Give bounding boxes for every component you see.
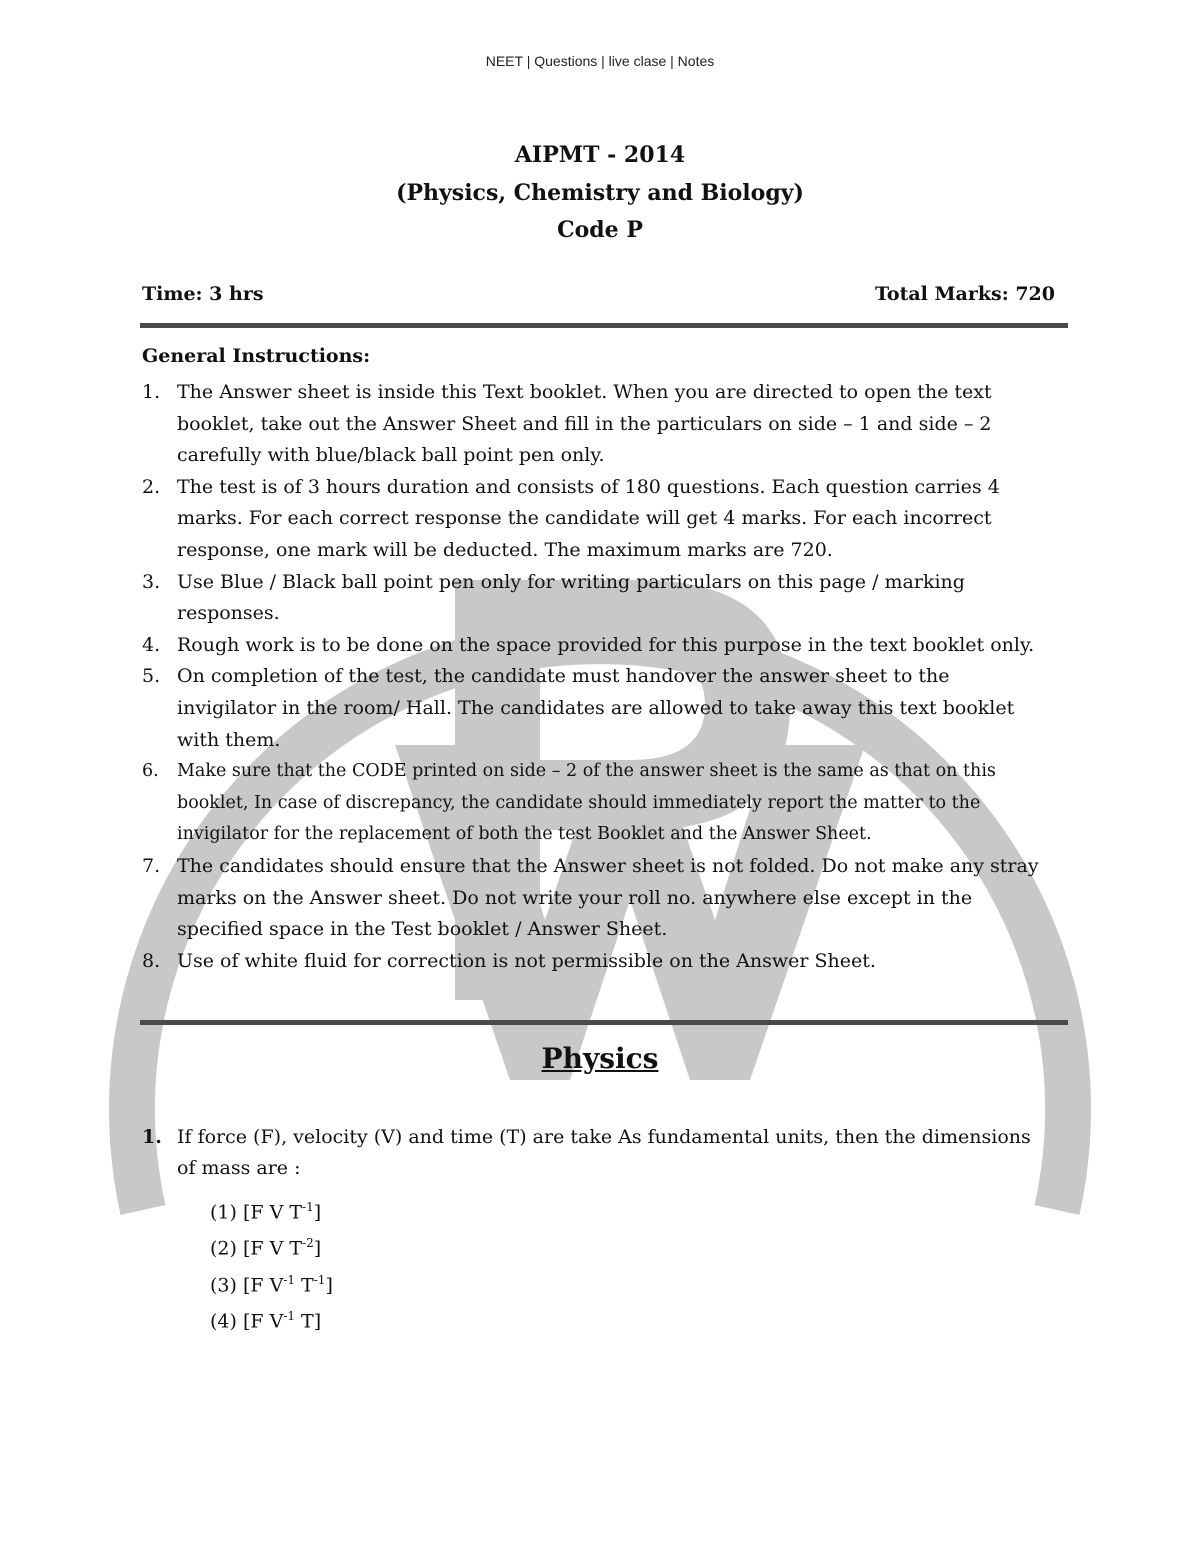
instruction-item bbox=[142, 472, 1052, 567]
exam-total-marks: Total Marks: 720 bbox=[874, 283, 1055, 305]
instruction-number: 4. bbox=[142, 633, 161, 656]
instruction-text: Use Blue / Black ball point pen only for writing particulars on this page / marking responses. bbox=[177, 570, 965, 625]
option-label: (1) [F V T bbox=[210, 1201, 303, 1224]
option-exponent: -2 bbox=[302, 1236, 314, 1251]
option-end: ] bbox=[313, 1237, 322, 1260]
option-end: ] bbox=[313, 1201, 322, 1224]
option-exponent: -1 bbox=[313, 1272, 326, 1287]
option-middle: T bbox=[295, 1273, 314, 1296]
instruction-item bbox=[142, 567, 1052, 630]
instruction-text: The test is of 3 hours duration and consists of 180 questions. Each question carries 4 marks. For each correct response the candidate will get 4 marks. For each incorrect response, one mark will be deducted. The maximum marks are 720. bbox=[177, 475, 1000, 561]
instruction-item bbox=[142, 946, 1052, 978]
option-label: (2) [F V T bbox=[210, 1237, 303, 1260]
instructions-heading: General Instructions: bbox=[142, 345, 371, 367]
instruction-item bbox=[142, 661, 1052, 756]
instruction-number: 5. bbox=[142, 665, 161, 688]
instruction-number: 2. bbox=[142, 475, 161, 498]
instruction-item bbox=[142, 630, 1052, 662]
instruction-item bbox=[142, 377, 1052, 472]
option-middle: T bbox=[295, 1310, 314, 1333]
question-1 bbox=[142, 1122, 1042, 1184]
question-text: If force (F), velocity (V) and time (T) are take As fundamental units, then the dimensions of mass are : bbox=[177, 1126, 1031, 1179]
instruction-text: On completion of the test, the candidate must handover the answer sheet to the invigilator in the room/ Hall. The candidates are allowed to take away this text booklet with them. bbox=[177, 665, 1015, 751]
exam-time: Time: 3 hrs bbox=[142, 283, 264, 305]
option-exponent: -1 bbox=[302, 1200, 314, 1214]
option-label: (4) [F V bbox=[210, 1310, 284, 1333]
instruction-text: Make sure that the CODE printed on side – 2 of the answer sheet is the same as that on this booklet, In case of discrepancy, the candidate should immediately report the matter to the invigilator for the replacement of both the test Booklet and the Answer Sheet. bbox=[177, 761, 996, 845]
top-divider bbox=[140, 323, 1068, 328]
exam-code: Code P bbox=[557, 217, 643, 243]
page-header: NEET | Questions | live clase | Notes bbox=[485, 53, 715, 69]
option-label: (3) [F V bbox=[210, 1273, 284, 1296]
instruction-text: Rough work is to be done on the space provided for this purpose in the text booklet only. bbox=[177, 633, 1035, 656]
instruction-text: The Answer sheet is inside this Text booklet. When you are directed to open the text booklet, take out the Answer Sheet and fill in the particulars on side – 1 and side – 2 carefully with blue/black ball point pen only. bbox=[177, 381, 992, 467]
instruction-number: 8. bbox=[142, 949, 161, 972]
instruction-number: 6. bbox=[142, 761, 159, 782]
instruction-number: 3. bbox=[142, 570, 161, 593]
bottom-divider bbox=[140, 1020, 1068, 1025]
instruction-item bbox=[142, 851, 1052, 946]
option-exponent: -1 bbox=[283, 1272, 296, 1287]
instruction-number: 7. bbox=[142, 854, 161, 877]
option-1 bbox=[210, 1192, 333, 1228]
exam-subjects: (Physics, Chemistry and Biology) bbox=[396, 180, 804, 206]
option-exponent: -1 bbox=[283, 1308, 296, 1323]
instruction-number: 1. bbox=[142, 381, 161, 403]
instructions-list bbox=[142, 377, 1052, 977]
instruction-text: The candidates should ensure that the Answer sheet is not folded. Do not make any stray marks on the Answer sheet. Do not write your roll no. anywhere else except in the specified space in the Test booklet / Answer Sheet. bbox=[177, 854, 1039, 941]
option-4 bbox=[210, 1301, 333, 1337]
question-1-options bbox=[210, 1192, 333, 1337]
question-number: 1. bbox=[142, 1126, 162, 1148]
option-end: ] bbox=[325, 1273, 333, 1296]
option-end: ] bbox=[313, 1310, 322, 1333]
option-3 bbox=[210, 1265, 333, 1301]
instruction-text: Use of white fluid for correction is not permissible on the Answer Sheet. bbox=[177, 949, 876, 972]
option-2 bbox=[210, 1228, 333, 1264]
instruction-item bbox=[142, 756, 1052, 851]
section-title: Physics bbox=[541, 1042, 659, 1075]
exam-title: AIPMT - 2014 bbox=[514, 142, 686, 168]
